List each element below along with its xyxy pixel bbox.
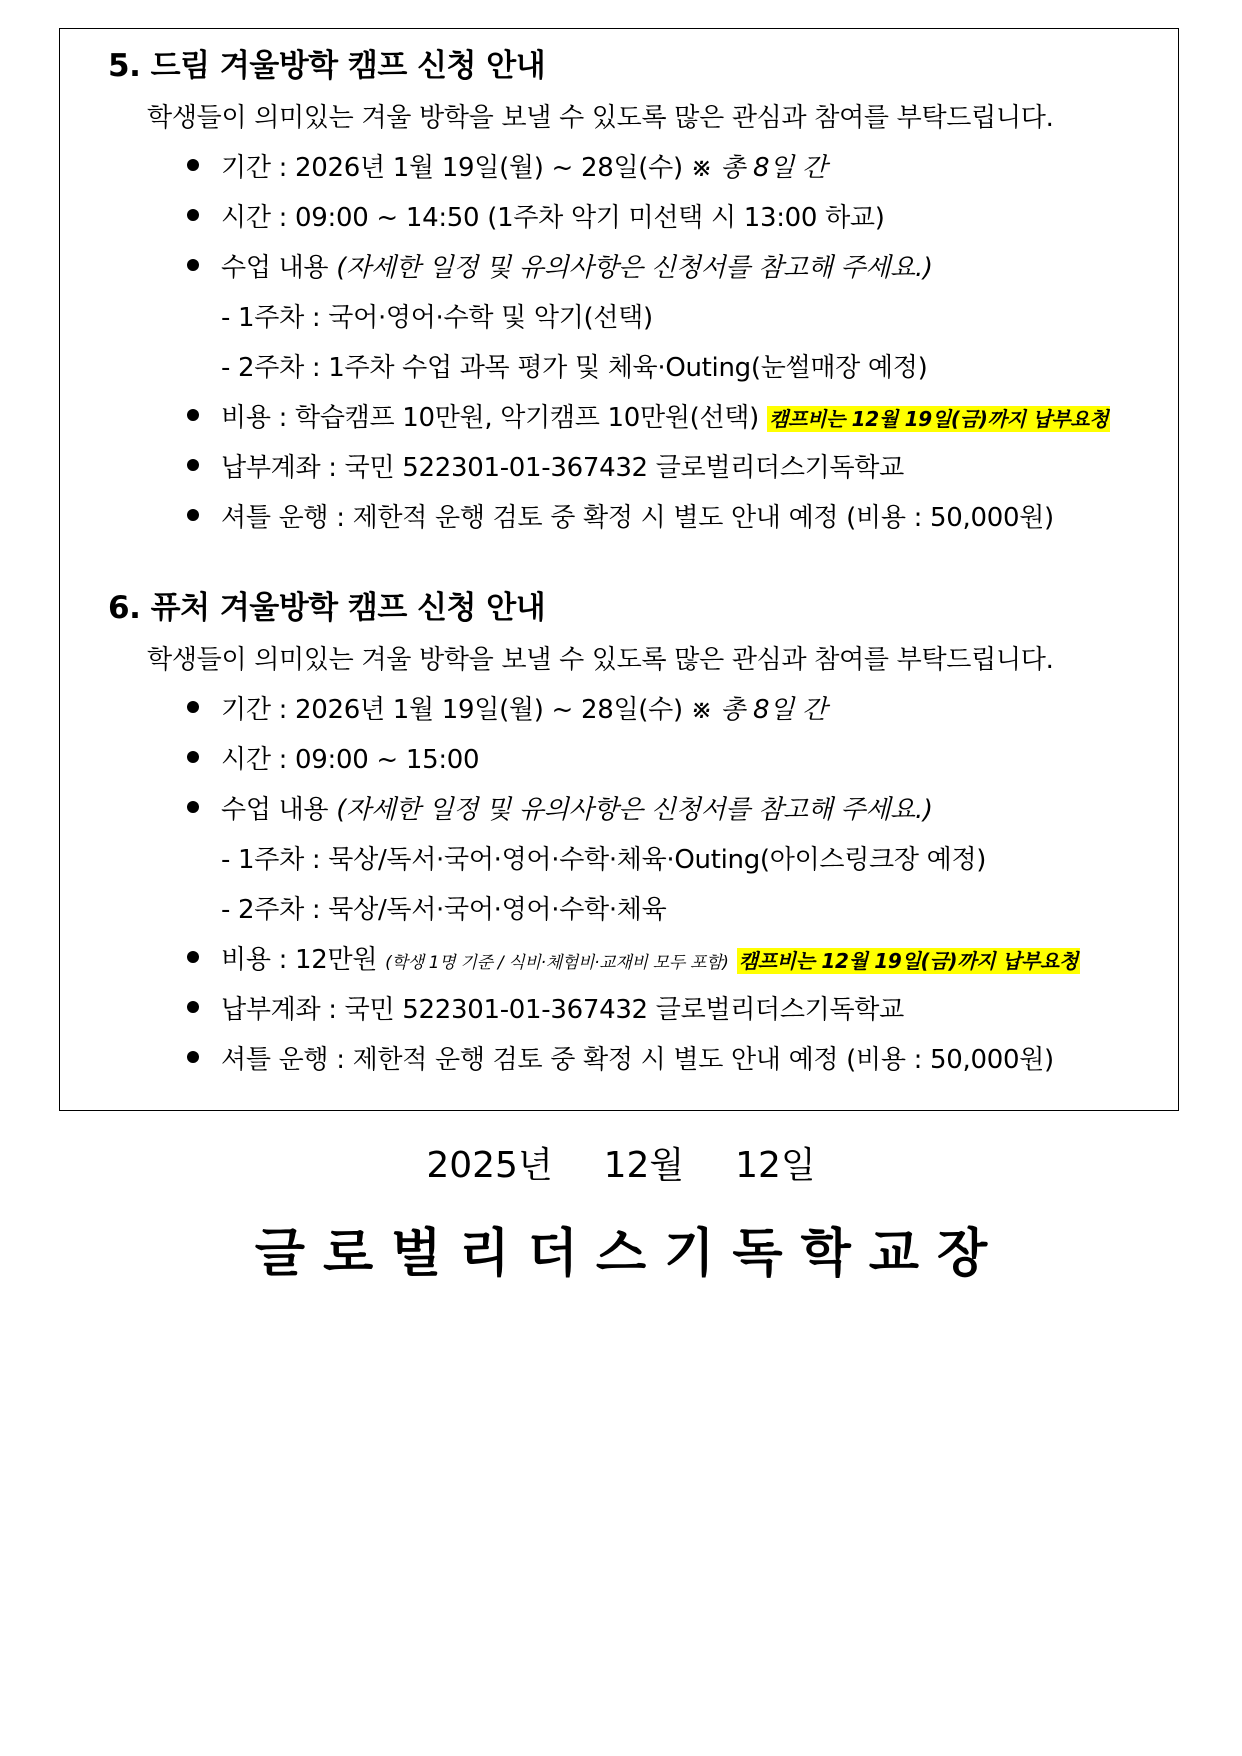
bullet-icon (187, 951, 199, 963)
bullet-icon (187, 701, 199, 713)
section-intro: 학생들이 의미있는 겨울 방학을 보낼 수 있도록 많은 관심과 참여를 부탁드립니다. (147, 645, 1054, 675)
cost-text: 비용 : 12만원 (221, 945, 378, 975)
principal-signature: 글로벌리더스기독학교장 (254, 1224, 1006, 1284)
content-text: 수업 내용 (221, 795, 329, 825)
bullet-icon (187, 1001, 199, 1013)
bullet-icon (187, 509, 199, 521)
week2-line: - 2주차 : 1주차 수업 과목 평가 및 체육·Outing(눈썰매장 예정) (221, 353, 928, 383)
bullet-icon (187, 751, 199, 763)
content-note: (자세한 일정 및 유의사항은 신청서를 참고해 주세요.) (336, 253, 933, 283)
shuttle-line: 셔틀 운행 : 제한적 운행 검토 중 확정 시 별도 안내 예정 (비용 : 50,000원) (221, 1045, 1054, 1075)
period-line (221, 147, 827, 184)
content-line (221, 247, 933, 284)
cost-text: 비용 : 학습캠프 10만원, 악기캠프 10만원(선택) (221, 403, 759, 433)
account-line: 납부계좌 : 국민 522301-01-367432 글로벌리더스기독학교 (221, 995, 904, 1025)
time-line: 시간 : 09:00 ~ 14:50 (1주차 악기 미선택 시 13:00 하교) (221, 203, 885, 233)
issue-date: 2025년 12월 12일 (426, 1145, 816, 1186)
period-note: ※ 총 8일 간 (690, 695, 827, 725)
bullet-icon (187, 409, 199, 421)
week1-line: - 1주차 : 국어·영어·수학 및 악기(선택) (221, 303, 653, 333)
cost-line (221, 397, 1110, 434)
payment-deadline-highlight: 캠프비는 12월 19일(금)까지 납부요청 (738, 949, 1078, 973)
content-line (221, 789, 933, 826)
period-note: ※ 총 8일 간 (690, 153, 827, 183)
payment-deadline-highlight: 캠프비는 12월 19일(금)까지 납부요청 (768, 407, 1109, 431)
section-intro: 학생들이 의미있는 겨울 방학을 보낼 수 있도록 많은 관심과 참여를 부탁드립니다. (147, 103, 1054, 133)
period-text: 기간 : 2026년 1월 19일(월) ~ 28일(수) (221, 153, 683, 183)
bullet-icon (187, 1051, 199, 1063)
bullet-icon (187, 259, 199, 271)
period-text: 기간 : 2026년 1월 19일(월) ~ 28일(수) (221, 695, 683, 725)
week2-line: - 2주차 : 묵상/독서·국어·영어·수학·체육 (221, 895, 667, 925)
content-note: (자세한 일정 및 유의사항은 신청서를 참고해 주세요.) (336, 795, 933, 825)
bullet-icon (187, 159, 199, 171)
period-line (221, 689, 827, 726)
bullet-icon (187, 209, 199, 221)
cost-note: (학생 1명 기준 / 식비·체험비·교재비 모두 포함) (385, 953, 729, 973)
section-title: 6. 퓨처 겨울방학 캠프 신청 안내 (108, 590, 546, 626)
bullet-icon (187, 459, 199, 471)
content-text: 수업 내용 (221, 253, 329, 283)
section-title: 5. 드림 겨울방학 캠프 신청 안내 (108, 48, 546, 84)
time-line: 시간 : 09:00 ~ 15:00 (221, 745, 480, 775)
week1-line: - 1주차 : 묵상/독서·국어·영어·수학·체육·Outing(아이스링크장 예정) (221, 845, 987, 875)
shuttle-line: 셔틀 운행 : 제한적 운행 검토 중 확정 시 별도 안내 예정 (비용 : 50,000원) (221, 503, 1054, 533)
bullet-icon (187, 801, 199, 813)
account-line: 납부계좌 : 국민 522301-01-367432 글로벌리더스기독학교 (221, 453, 904, 483)
cost-line (221, 939, 1080, 976)
